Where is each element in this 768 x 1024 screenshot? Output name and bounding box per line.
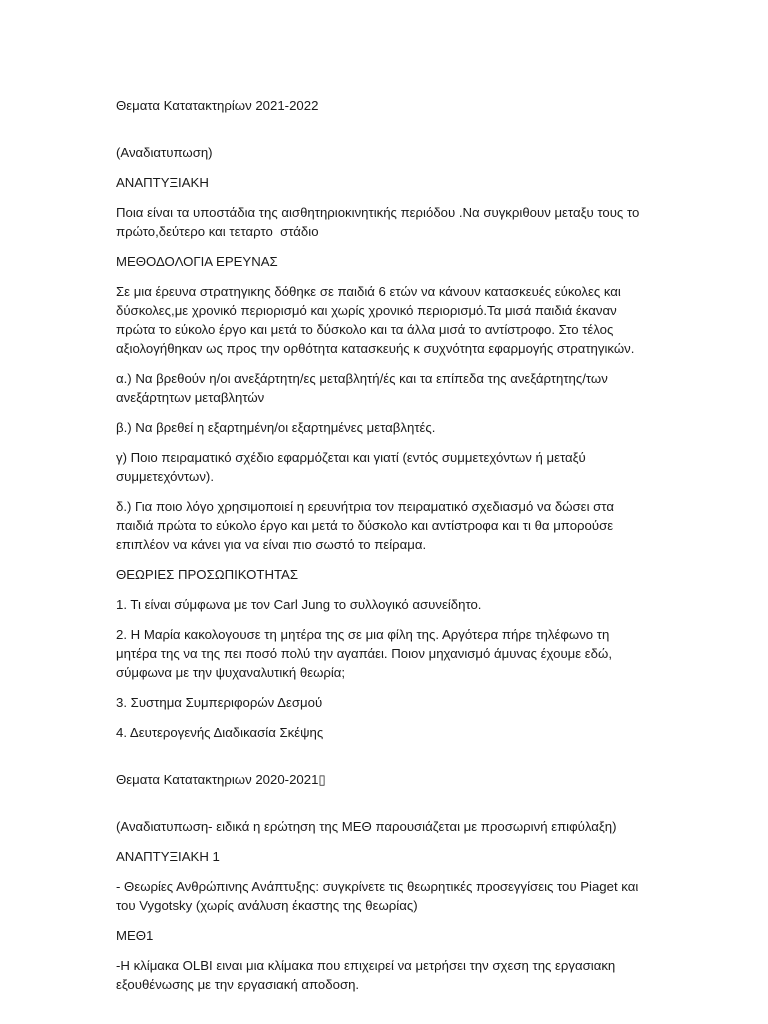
personality-question-1: 1. Τι είναι σύμφωνα με τον Carl Jung το συλλογικό ασυνείδητο. [116, 597, 482, 612]
heading-developmental: ΑΝΑΠΤΥΞΙΑΚΗ [116, 175, 209, 190]
rephrasing-note: (Αναδιατυπωση) [116, 145, 213, 160]
heading-meth1: ΜΕΘ1 [116, 928, 154, 943]
research-scenario: Σε μια έρευνα στρατηγικης δόθηκε σε παιδιά 6 ετών να κάνουν κατασκευές εύκολες και δύσκολες,με χρονικό περιορισμό και χωρίς χρονικό περιορισμό.Τα μισά παιδιά έκαναν πρώτα το εύκολο έργο και μετά το δύσκολο και τα άλλα μισά το αντίστροφο. Στο τέλος αξιολογήθηκαν ως προς την ορθότητα κατασκευής κ συχνότητα εφαρμογής στρατηγικών. [116, 284, 635, 356]
spacer [116, 800, 646, 817]
question-b: β.) Να βρεθεί η εξαρτημένη/οι εξαρτημένες μεταβλητές. [116, 420, 436, 435]
personality-question-4: 4. Δευτερογενής Διαδικασία Σκέψης [116, 725, 324, 740]
question-d: δ.) Για ποιο λόγο χρησιμοποιεί η ερευνήτρια τον πειραματικό σχεδιασμό να δώσει στα παιδιά πρώτα το εύκολο έργο και μετά το δύσκολο και αντίστροφα και τι θα μπορούσε επιπλέον να κάνει για να είναι πιο σωστό το πείραμα. [116, 499, 618, 552]
olbi-scale-text: -Η κλίμακα OLBI ειναι μια κλίμακα που επιχειρεί να μετρήσει την σχεση της εργασιακη εξουθένωσης με την εργασιακή αποδοση. [116, 958, 619, 992]
spacer [116, 753, 646, 770]
question-piaget-vygotsky: - Θεωρίες Ανθρώπινης Ανάπτυξης: συγκρίνετε τις θεωρητικές προσεγγίσεις του Piaget και του Vygotsky (χωρίς ανάλυση έκαστης της θεωρίας) [116, 879, 642, 913]
rephrasing-note-2: (Αναδιατυπωση- ειδικά η ερώτηση της ΜΕΘ παρουσιάζεται με προσωρινή επιφύλαξη) [116, 819, 617, 834]
heading-personality-theories: ΘΕΩΡΙΕΣ ΠΡΟΣΩΠΙΚΟΤΗΤΑΣ [116, 567, 299, 582]
document-page [116, 96, 646, 1005]
question-sensorimotor: Ποια είναι τα υποστάδια της αισθητηριοκινητικής περιόδου .Να συγκριθουν μεταξυ τους το πρώτο,δεύτερο και τεταρτο στάδιο [116, 205, 643, 239]
question-a: α.) Να βρεθούν η/οι ανεξάρτητη/ες μεταβλητή/ές και τα επίπεδα της ανεξάρτητης/των ανεξάρτητων μεταβλητών [116, 371, 612, 405]
section-title-2020-2021: Θεματα Κατατακτηριων 2020-2021▯ [116, 772, 326, 787]
heading-developmental-1: ΑΝΑΠΤΥΞΙΑΚΗ 1 [116, 849, 220, 864]
section-title-2021-2022: Θεματα Κατατακτηρίων 2021-2022 [116, 98, 319, 113]
heading-research-methodology: ΜΕΘΟΔΟΛΟΓΙΑ ΕΡΕΥΝΑΣ [116, 254, 278, 269]
personality-question-2: 2. Η Μαρία κακολογουσε τη μητέρα της σε μια φίλη της. Αργότερα πήρε τηλέφωνο τη μητέρα της να της πει ποσό πολύ την αγαπάει. Ποιον μηχανισμό άμυνας έχουμε εδώ, σύμφωνα με την ψυχαναλυτική θεωρία; [116, 627, 616, 680]
personality-question-3: 3. Συστημα Συμπεριφορών Δεσμού [116, 695, 323, 710]
question-c: γ) Ποιο πειραματικό σχέδιο εφαρμόζεται και γιατί (εντός συμμετεχόντων ή μεταξύ συμμετεχόντων). [116, 450, 590, 484]
spacer [116, 126, 646, 143]
